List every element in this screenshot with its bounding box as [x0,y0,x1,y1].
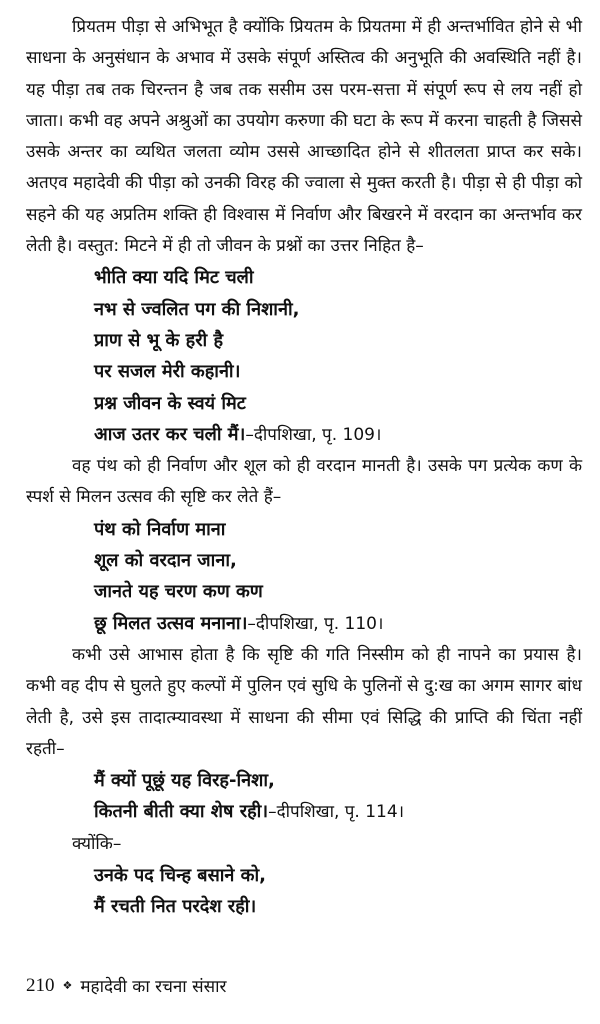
verse-2-last-line: छू मिलत उत्सव मनाना। [94,612,248,634]
verse-3 [94,765,582,829]
diamond-separator-icon: ❖ [62,979,73,992]
verse-1-line-5: प्रश्न जीवन के स्वयं मिट [94,392,246,414]
verse-3-line-1: मैं क्यों पूछूं यह विरह-निशा, [94,770,275,792]
verse-2-line-4 [94,608,582,640]
verse-4 [94,860,582,923]
verse-1-line-6 [94,419,582,451]
verse-2-line-2: शूल को वरदान जाना, [94,550,237,572]
paragraph-3: कभी उसे आभास होता है कि सृष्टि की गति निस्सीम को ही नापने का प्रयास है। कभी वह दीप से घुलते हुए कल्पों में पुलिन एवं सुधि के पुलिनों से दु:ख का अगम सागर बांध लेती है, उसे इस तादात्म्यावस्था में साधना की सीमा एवं सिद्धि की प्राप्ति की चिंता नहीं रहती– [26,644,582,759]
verse-3-citation: –दीपशिखा, पृ. 114। [268,802,405,823]
paragraph-2: वह पंथ को ही निर्वाण और शूल को ही वरदान मानती है। उसके पग प्रत्येक कण के स्पर्श से मिलन उत्सव की सृष्टि कर लेते हैं– [26,456,582,508]
verse-1-line-2: नभ से ज्वलित पग की निशानी, [94,298,300,320]
verse-3-line-2 [94,796,582,828]
verse-1-line-4: पर सजल मेरी कहानी। [94,361,241,383]
paragraph-4: क्योंकि– [72,833,122,854]
verse-4-line-1: उनके पद चिन्ह बसाने को, [94,865,266,887]
verse-2-citation: –दीपशिखा, पृ. 110। [247,613,384,634]
verse-1-line-1: भीति क्या यदि मिट चली [94,267,254,289]
page-footer [26,974,226,997]
verse-4-line-2: मैं रचती नित परदेश रही। [94,896,257,918]
verse-2-line-1: पंथ को निर्वाण माना [94,518,226,540]
page-content [26,12,582,923]
verse-1-line-3: प्राण से भू के हरी है [94,329,224,351]
verse-1-last-line: आज उतर कर चली मैं। [94,423,246,445]
book-title: महादेवी का रचना संसार [80,977,227,997]
verse-1 [94,262,582,451]
verse-1-citation: –दीपशिखा, पृ. 109। [245,424,382,445]
verse-2 [94,514,582,640]
verse-2-line-3: जानते यह चरण कण कण [94,581,263,603]
verse-3-last-line: कितनी बीती क्या शेष रही। [94,801,269,823]
paragraph-1: प्रियतम पीड़ा से अभिभूत है क्योंकि प्रियतम के प्रियतमा में ही अन्तर्भावित होने से भी साधना के अनुसंधान के अभाव में उसके संपूर्ण अस्तित्व की अनुभूति की अवस्थिति नहीं है। यह पीड़ा तब तक चिरन्तन है जब तक ससीम उस परम-सत्ता में संपूर्ण रूप से लय नहीं हो जाता। कभी वह अपने अश्रुओं का उपयोग करुणा की घटा के रूप में करना चाहती है जिससे उसके अन्तर का व्यथित जलता व्योम उससे आच्छादित होने से शीतलता प्राप्त कर सके। अतएव महादेवी की पीड़ा को उनकी विरह की ज्वाला से मुक्त करती है। पीड़ा से ही पीड़ा को सहने की यह अप्रतिम शक्ति ही विश्वास में निर्वाण और बिखरने में वरदान का अन्तर्भाव कर लेती है। वस्तुत: मिटने में ही तो जीवन के प्रश्नों का उत्तर निहित है– [26,17,582,257]
page-number: 210 [26,974,55,996]
